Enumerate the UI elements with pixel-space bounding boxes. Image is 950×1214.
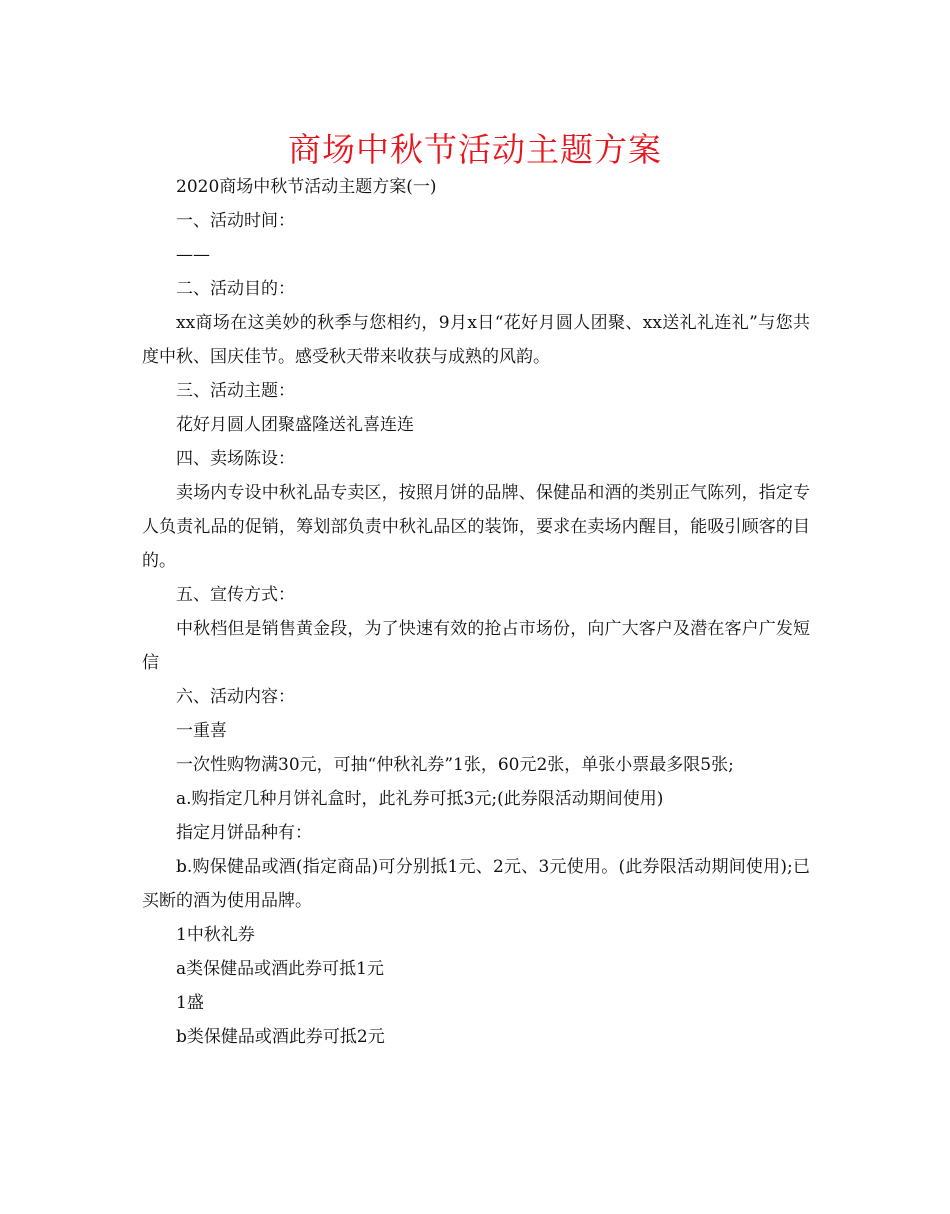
paragraph: 花好月圆人团聚盛隆送礼喜连连 — [176, 415, 414, 435]
paragraph: b类保健品或酒此券可抵2元 — [176, 1027, 385, 1047]
paragraph: 1盛 — [176, 993, 204, 1013]
paragraph: 五、宣传方式： — [176, 585, 295, 605]
paragraph: 中秋档但是销售黄金段，为了快速有效的抢占市场份，向广大客户及潜在客户广发短信 — [142, 619, 810, 673]
document-title: 商场中秋节活动主题方案 — [288, 130, 662, 169]
paragraph: a类保健品或酒此券可抵1元 — [176, 959, 384, 979]
paragraph: 1中秋礼券 — [176, 925, 255, 945]
paragraph: xx商场在这美妙的秋季与您相约，9月x日“花好月圆人团聚、xx送礼礼连礼”与您共度中秋、国庆佳节。感受秋天带来收获与成熟的风韵。 — [142, 313, 810, 367]
paragraph: 三、活动主题： — [176, 381, 295, 401]
paragraph: 四、卖场陈设： — [176, 449, 295, 469]
paragraph: 二、活动目的： — [176, 279, 295, 299]
document-body — [142, 170, 810, 1054]
paragraph: 一重喜 — [176, 721, 227, 741]
paragraph: a.购指定几种月饼礼盒时，此礼券可抵3元;(此券限活动期间使用) — [176, 789, 664, 809]
paragraph: b.购保健品或酒(指定商品)可分别抵1元、2元、3元使用。(此券限活动期间使用);已买断的酒为使用品牌。 — [142, 857, 810, 911]
paragraph: 一、活动时间： — [176, 211, 295, 231]
paragraph: 六、活动内容： — [176, 687, 295, 707]
paragraph: 指定月饼品种有： — [176, 823, 312, 843]
paragraph: 一次性购物满30元，可抽“仲秋礼券”1张，60元2张，单张小票最多限5张; — [176, 755, 734, 775]
paragraph: 卖场内专设中秋礼品专卖区，按照月饼的品牌、保健品和酒的类别正气陈列，指定专人负责礼品的促销，筹划部负责中秋礼品区的装饰，要求在卖场内醒目，能吸引顾客的目的。 — [142, 483, 810, 571]
paragraph: —— — [176, 245, 210, 265]
paragraph: 2020商场中秋节活动主题方案(一) — [176, 177, 437, 197]
